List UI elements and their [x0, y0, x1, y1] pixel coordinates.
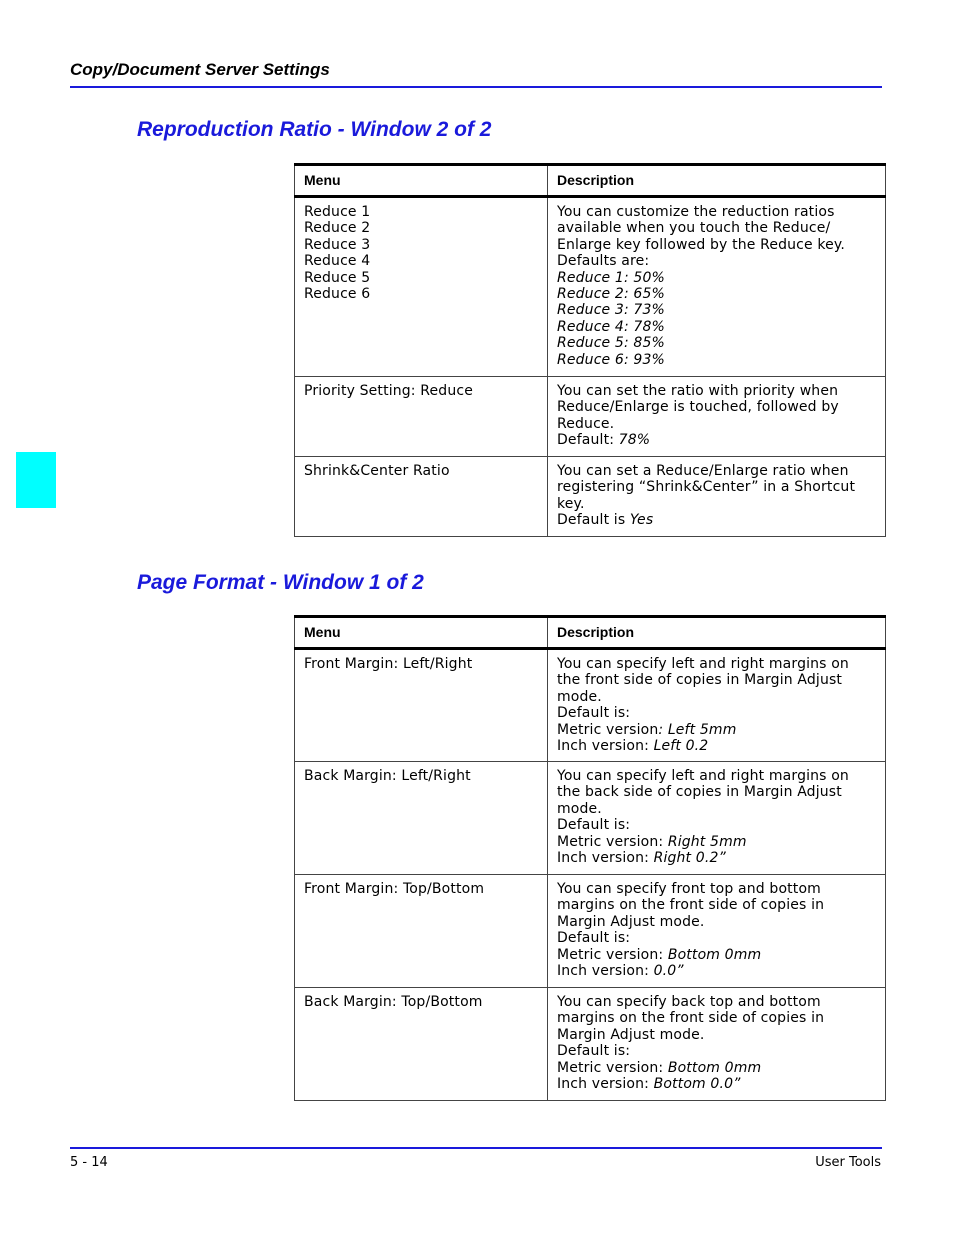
table-row [295, 875, 886, 988]
default-label: Default is [557, 512, 630, 529]
menu-item: Reduce 4 [304, 253, 371, 270]
description-cell [548, 762, 886, 875]
menu-item: Front Margin: Top/Bottom [304, 881, 485, 897]
menu-cell [295, 649, 548, 762]
menu-cell [295, 457, 548, 537]
description-line: You can specify left and right margins on [557, 656, 849, 672]
description-line: Default is: [557, 930, 631, 947]
description-line: You can specify front top and bottom [557, 881, 821, 897]
header-rule [70, 86, 882, 88]
menu-item: Reduce 6 [304, 286, 371, 303]
description-line: registering “Shrink&Center” in a Shortcut [557, 479, 856, 496]
description-line: available when you touch the Reduce/ [557, 220, 831, 237]
section-title-reproduction-ratio: Reproduction Ratio - Window 2 of 2 [137, 118, 492, 141]
description-line: Reduce/Enlarge is touched, followed by [557, 399, 839, 416]
metric-default-line [557, 834, 876, 850]
description-line: You can set a Reduce/Enlarge ratio when [557, 463, 849, 479]
inch-default-line [557, 1076, 876, 1092]
metric-value: Right 5mm [667, 833, 747, 850]
metric-default-line [557, 947, 876, 963]
description-line: Margin Adjust mode. [557, 913, 705, 930]
inch-value: Right 0.2” [653, 850, 726, 867]
default-value-line: Reduce 1: 50% [557, 269, 666, 286]
inch-default-line [557, 738, 876, 754]
page-format-table [294, 615, 886, 1101]
inch-label: Inch version: [557, 963, 654, 980]
description-line: Default is: [557, 705, 631, 722]
section-title-page-format: Page Format - Window 1 of 2 [137, 571, 424, 594]
menu-cell [295, 988, 548, 1101]
description-line: You can set the ratio with priority when [557, 383, 839, 399]
description-line: the back side of copies in Margin Adjust [557, 784, 842, 801]
default-value-line: Reduce 3: 73% [557, 302, 666, 319]
column-header-menu: Menu [295, 617, 548, 649]
description-line: Defaults are: [557, 253, 650, 270]
description-line: key. [557, 495, 585, 512]
default-value: 78% [618, 432, 651, 449]
description-line: Default is: [557, 817, 631, 834]
default-value-line: Reduce 4: 78% [557, 318, 666, 335]
default-value-line: Reduce 6: 93% [557, 351, 666, 368]
inch-value: Bottom 0.0” [653, 1076, 741, 1093]
inch-value: Left 0.2 [653, 738, 709, 755]
description-line: You can specify back top and bottom [557, 994, 821, 1010]
page-number: 5 - 14 [70, 1155, 108, 1170]
metric-label: Metric version [557, 721, 659, 738]
description-cell [548, 649, 886, 762]
description-line: You can specify left and right margins on [557, 768, 849, 784]
table-header-row [295, 165, 886, 197]
inch-label: Inch version: [557, 738, 654, 755]
running-header: Copy/Document Server Settings [70, 60, 330, 79]
column-header-description: Description [548, 617, 886, 649]
description-cell [548, 875, 886, 988]
metric-default-line [557, 1060, 876, 1076]
metric-default-line [557, 722, 876, 738]
column-header-description: Description [548, 165, 886, 197]
description-line: margins on the front side of copies in [557, 1010, 825, 1027]
menu-item: Reduce 5 [304, 269, 371, 286]
menu-item: Back Margin: Left/Right [304, 768, 471, 784]
description-cell [548, 377, 886, 457]
default-value-line: Reduce 2: 65% [557, 286, 666, 303]
description-line: margins on the front side of copies in [557, 897, 825, 914]
description-cell [548, 988, 886, 1101]
description-line: You can customize the reduction ratios [557, 204, 835, 220]
table-header-row [295, 617, 886, 649]
description-cell [548, 457, 886, 537]
menu-item: Back Margin: Top/Bottom [304, 994, 483, 1010]
metric-label: Metric version: [557, 833, 668, 850]
menu-cell [295, 875, 548, 988]
description-cell [548, 197, 886, 377]
menu-cell [295, 197, 548, 377]
menu-cell [295, 377, 548, 457]
description-line: Enlarge key followed by the Reduce key. [557, 236, 845, 253]
metric-value: Bottom 0mm [667, 946, 762, 963]
table-row [295, 377, 886, 457]
metric-label: Metric version: [557, 1059, 668, 1076]
menu-item: Shrink&Center Ratio [304, 463, 450, 479]
default-value-line: Reduce 5: 85% [557, 335, 666, 352]
inch-default-line [557, 963, 876, 979]
table-row [295, 762, 886, 875]
footer-rule [70, 1147, 882, 1149]
table-row [295, 988, 886, 1101]
menu-item: Front Margin: Left/Right [304, 656, 473, 672]
metric-value: Bottom 0mm [667, 1059, 762, 1076]
default-value: Yes [629, 512, 654, 529]
table-row [295, 649, 886, 762]
table-row [295, 457, 886, 537]
inch-label: Inch version: [557, 850, 654, 867]
default-line [557, 512, 876, 528]
default-label: Default: [557, 432, 619, 449]
metric-label: Metric version: [557, 946, 668, 963]
inch-value: 0.0” [653, 963, 684, 980]
default-line [557, 432, 876, 448]
description-line: Margin Adjust mode. [557, 1026, 705, 1043]
description-line: Reduce. [557, 415, 615, 432]
description-line: mode. [557, 800, 602, 817]
column-header-menu: Menu [295, 165, 548, 197]
inch-default-line [557, 850, 876, 866]
metric-value: : Left 5mm [658, 721, 737, 738]
menu-item: Priority Setting: Reduce [304, 383, 473, 399]
table-row [295, 197, 886, 377]
description-line: mode. [557, 688, 602, 705]
reproduction-ratio-table [294, 163, 886, 537]
description-line: Default is: [557, 1043, 631, 1060]
inch-label: Inch version: [557, 1076, 654, 1093]
chapter-name: User Tools [815, 1155, 881, 1170]
description-line: the front side of copies in Margin Adjust [557, 672, 843, 689]
menu-item: Reduce 1 [304, 204, 371, 220]
menu-cell [295, 762, 548, 875]
menu-item: Reduce 3 [304, 236, 371, 253]
chapter-tab-marker [16, 452, 56, 508]
menu-item: Reduce 2 [304, 220, 371, 237]
